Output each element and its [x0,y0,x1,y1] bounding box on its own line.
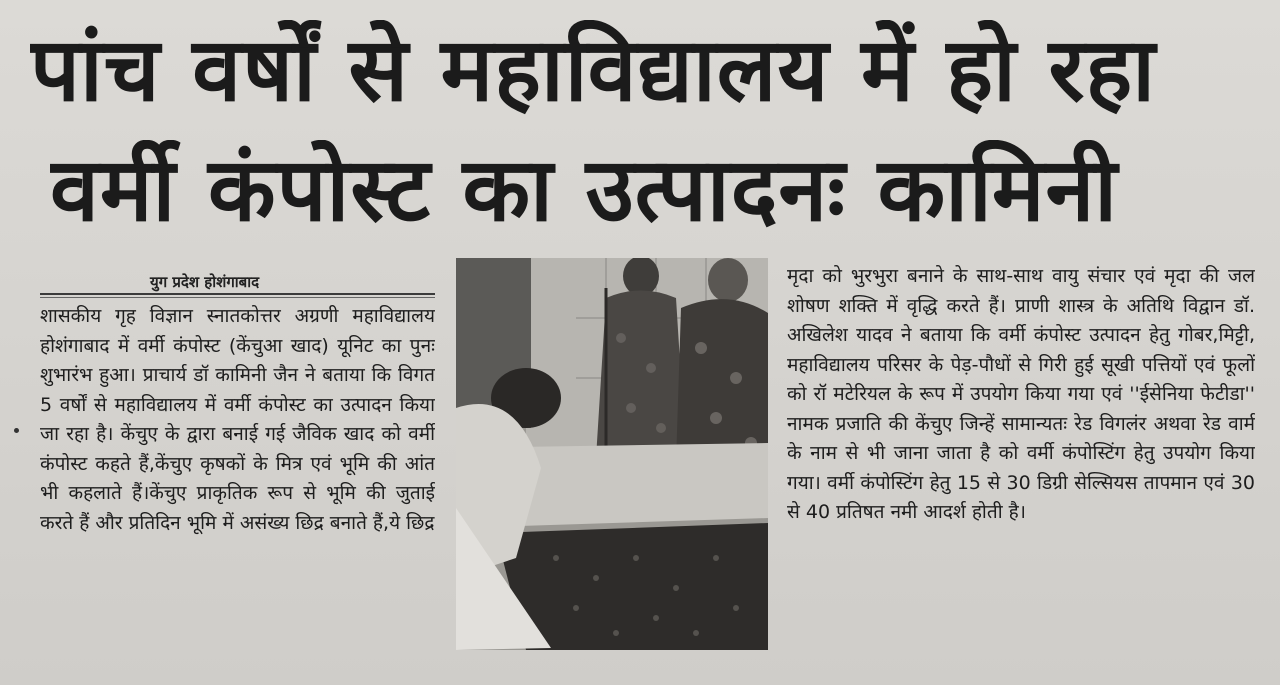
article-text-right: मृदा को भुरभुरा बनाने के साथ-साथ वायु संचार एवं मृदा की जल शोषण शक्ति में वृद्धि करते हैं। प्राणी शास्त्र के अतिथि विद्वान डॉ. अखिलेश यादव ने बताया कि वर्मी कंपोस्ट उत्पादन हेतु गोबर,मिट्टी, महाविद्यालय परिसर के पेड़-पौधों से गिरी हुई सूखी पत्तियों एवं फूलों को रॉ मटेरियल के रूप में उपयोग किया गया एवं ''ईसेनिया फेटीडा'' नामक प्रजाति की केंचुए जिन्हें सामान्यतः रेड विगलंर अथवा रेड वार्म के नाम से भी जाना जाता है को वर्मी कंपोस्टिंग हेतु उपयोग किया गया। वर्मी कंपोस्टिंग हेतु 15 से 30 डिग्री सेल्सियस तापमान एवं 30 से 40 प्रतिषत नमी आदर्श होती है। [787,265,1255,523]
article-text-left: शासकीय गृह विज्ञान स्नातकोत्तर अग्रणी महाविद्यालय होशंगाबाद में वर्मी कंपोस्ट (केंचुआ खाद) यूनिट का पुनः शुभारंभ हुआ। प्राचार्य डॉ कामिनी जैन ने बताया कि विगत 5 वर्षों से महाविद्यालय में वर्मी कंपोस्ट का उत्पादन किया जा रहा है। केंचुए के द्वारा बनाई गई जैविक खाद को वर्मी कंपोस्ट कहते हैं,केंचुए कृषकों के मित्र एवं भूमि की आंत भी कहलाते हैं।केंचुए प्राकृतिक रूप से भूमि की जुताई करते हैं और प्रतिदिन भूमि में असंख्य छिद्र बनाते हैं,ये छिद्र [40,305,435,534]
article-photo [456,258,768,650]
byline-rule-thin [40,297,435,298]
margin-dot [14,428,19,433]
byline-rule [40,293,435,295]
byline: युग प्रदेश होशंगाबाद [150,273,260,291]
headline-line-2: वर्मी कंपोस्ट का उत्पादनः कामिनी [50,140,1119,240]
article-column-left [40,302,435,662]
article-column-right [787,262,1255,662]
photo-illustration [456,258,768,650]
headline-line-1: पांच वर्षों से महाविद्यालय में हो रहा [30,20,1157,120]
